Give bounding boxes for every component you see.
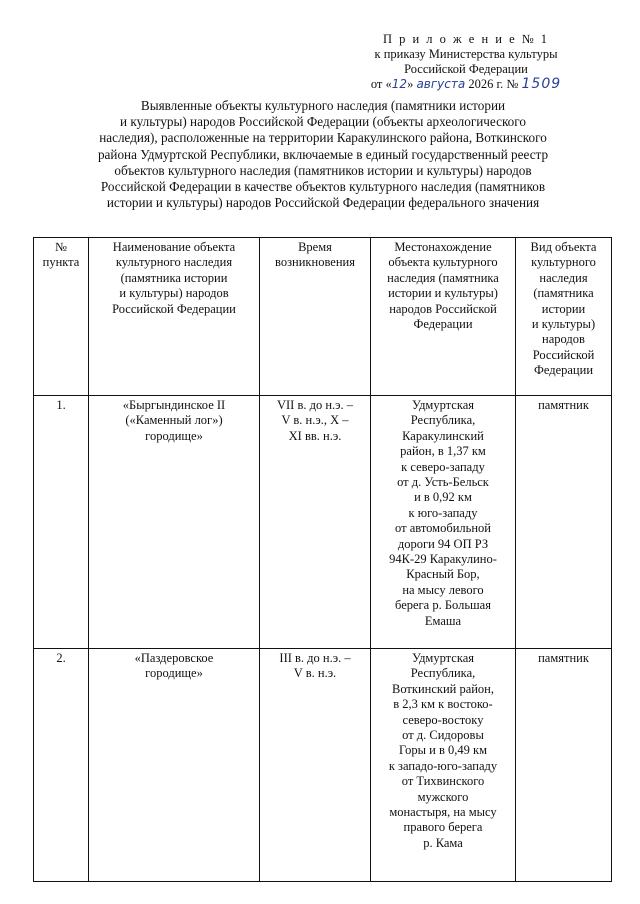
cell-text-line: Воткинский район, — [391, 681, 494, 696]
table-row — [34, 649, 612, 882]
title-line: объектов культурного наследия (памятников истории и культуры) народов — [114, 162, 532, 178]
cell-text-line: 94К-29 Каракулино- — [389, 552, 497, 567]
cell-text-line: Российской Федерации — [112, 301, 236, 316]
date-prefix: от « — [370, 77, 392, 91]
date-mid: » — [407, 77, 417, 91]
title-line: и культуры) народов Российской Федерации (объекты археологического — [120, 114, 526, 130]
cell-text-line: и культуры) — [531, 317, 596, 332]
cell-time — [260, 396, 371, 649]
cell-text-line: Удмуртская — [411, 651, 475, 665]
appendix-line-ministry: Российской Федерации — [404, 62, 528, 76]
cell-text-line: р. Кама — [423, 835, 463, 850]
cell-time — [260, 649, 371, 882]
title-line: Российской Федерации в качестве объектов культурного наследия (памятников — [100, 179, 546, 195]
cell-text-line: (памятника истории — [120, 270, 228, 285]
cell-text-line: народов — [542, 332, 585, 347]
cell-text-line: Федерации — [413, 317, 473, 332]
cell-text-line: северо-востоку — [402, 712, 484, 727]
cell-name — [89, 649, 260, 882]
header-cell-time — [260, 238, 371, 396]
header-cell-location — [371, 238, 516, 396]
cell-number: 2. — [34, 649, 89, 882]
cell-text-line: Местонахождение — [394, 240, 492, 254]
cell-text-line: XI вв. н.э. — [288, 428, 342, 443]
appendix-title: П р и л о ж е н и е № 1 — [382, 32, 550, 46]
cell-text-line: и культуры) народов — [119, 286, 229, 301]
title-line: наследия), расположенные на территории Каракулинского района, Воткинского — [99, 130, 547, 146]
cell-text-line: Красный Бор, — [406, 567, 480, 582]
cell-text-line: наследия — [539, 270, 588, 285]
cell-text-line: Республика, — [410, 666, 476, 681]
title-line: Выявленные объекты культурного наследия (памятники истории — [140, 98, 506, 113]
header-cell-name — [89, 238, 260, 396]
cell-text-line: истории и культуры) — [388, 286, 498, 301]
cell-text-line: мужского — [417, 789, 469, 804]
cell-text-line: Емаша — [424, 613, 462, 628]
cell-text-line: Российской — [532, 347, 595, 362]
cell-text-line: к северо-западу — [401, 459, 485, 474]
cell-text-line: V в. н.э., X – — [281, 413, 349, 428]
cell-text-line: возникновения — [275, 255, 355, 270]
cell-text-line: культурного — [531, 255, 596, 270]
handwritten-day: 12 — [391, 77, 408, 91]
cell-text-line: берега р. Большая — [395, 598, 491, 613]
date-suffix: 2026 г. № — [465, 77, 522, 91]
appendix-date-line — [348, 77, 584, 92]
appendix-block — [348, 32, 584, 92]
cell-text-line: от Тихвинского — [401, 774, 485, 789]
cell-text-line: объекта культурного — [388, 255, 498, 270]
cell-text-line: Каракулинский — [402, 428, 484, 443]
cell-text-line: от автомобильной — [395, 521, 491, 536]
document-title — [36, 98, 610, 211]
cell-location — [371, 396, 516, 649]
cell-text-line: VII в. до н.э. – — [276, 398, 354, 412]
cell-type: памятник — [516, 649, 612, 882]
cell-text-line: на мысу левого — [402, 582, 484, 597]
cell-text-line: культурного наследия — [115, 255, 233, 270]
cell-text-line: («Каменный лог») — [125, 413, 223, 428]
cell-text-line: III в. до н.э. – — [279, 651, 351, 665]
title-line: истории и культуры) народов Российской Федерации федерального значения — [106, 195, 540, 211]
cell-text-line: истории — [541, 301, 586, 316]
cell-text-line: к западо-юго-западу — [388, 758, 498, 773]
cell-text-line: «Паздеровское — [134, 651, 214, 665]
title-line: района Удмуртской Республики, включаемые в единый государственный реестр — [97, 146, 549, 162]
cell-text-line: городище» — [145, 666, 203, 681]
cell-text-line: Наименование объекта — [112, 240, 236, 254]
cell-text-line: правого берега — [403, 820, 483, 835]
cell-text-line: № — [55, 240, 67, 254]
cell-text-line: и в 0,92 км — [414, 490, 472, 505]
cell-text-line: Удмуртская — [411, 398, 475, 412]
cell-text-line: Вид объекта — [530, 240, 597, 254]
cell-text-line: к юго-западу — [408, 505, 478, 520]
appendix-line-order: к приказу Министерства культуры — [374, 47, 558, 61]
cell-text-line: V в. н.э. — [293, 666, 337, 681]
cell-text-line: пункта — [42, 255, 80, 270]
cell-location — [371, 649, 516, 882]
table-row — [34, 396, 612, 649]
cell-number: 1. — [34, 396, 89, 649]
cell-text-line: монастыря, на мысу — [389, 805, 497, 820]
cell-text-line: в 2,3 км к востоко- — [393, 697, 493, 712]
handwritten-month: августа — [416, 77, 466, 91]
cell-text-line: городище» — [145, 428, 203, 443]
cell-text-line: Федерации — [533, 363, 594, 378]
cell-text-line: от д. Сидоровы — [402, 728, 484, 743]
cell-text-line: Горы и в 0,49 км — [399, 743, 487, 758]
cell-text-line: народов Российской — [389, 301, 497, 316]
cell-text-line: наследия (памятника — [387, 270, 499, 285]
heritage-objects-table — [33, 237, 612, 882]
cell-text-line: «Быргындинское II — [122, 398, 226, 412]
cell-type: памятник — [516, 396, 612, 649]
table-header-row — [34, 238, 612, 396]
cell-text-line: Республика, — [410, 413, 476, 428]
cell-text-line: от д. Усть-Бельск — [397, 475, 489, 490]
cell-text-line: Время — [298, 240, 332, 254]
cell-name — [89, 396, 260, 649]
handwritten-order-number: 1509 — [521, 76, 562, 92]
cell-text-line: (памятника — [533, 286, 594, 301]
header-cell-type — [516, 238, 612, 396]
cell-text-line: дороги 94 ОП РЗ — [397, 536, 489, 551]
cell-text-line: район, в 1,37 км — [400, 444, 486, 459]
header-cell-number — [34, 238, 89, 396]
